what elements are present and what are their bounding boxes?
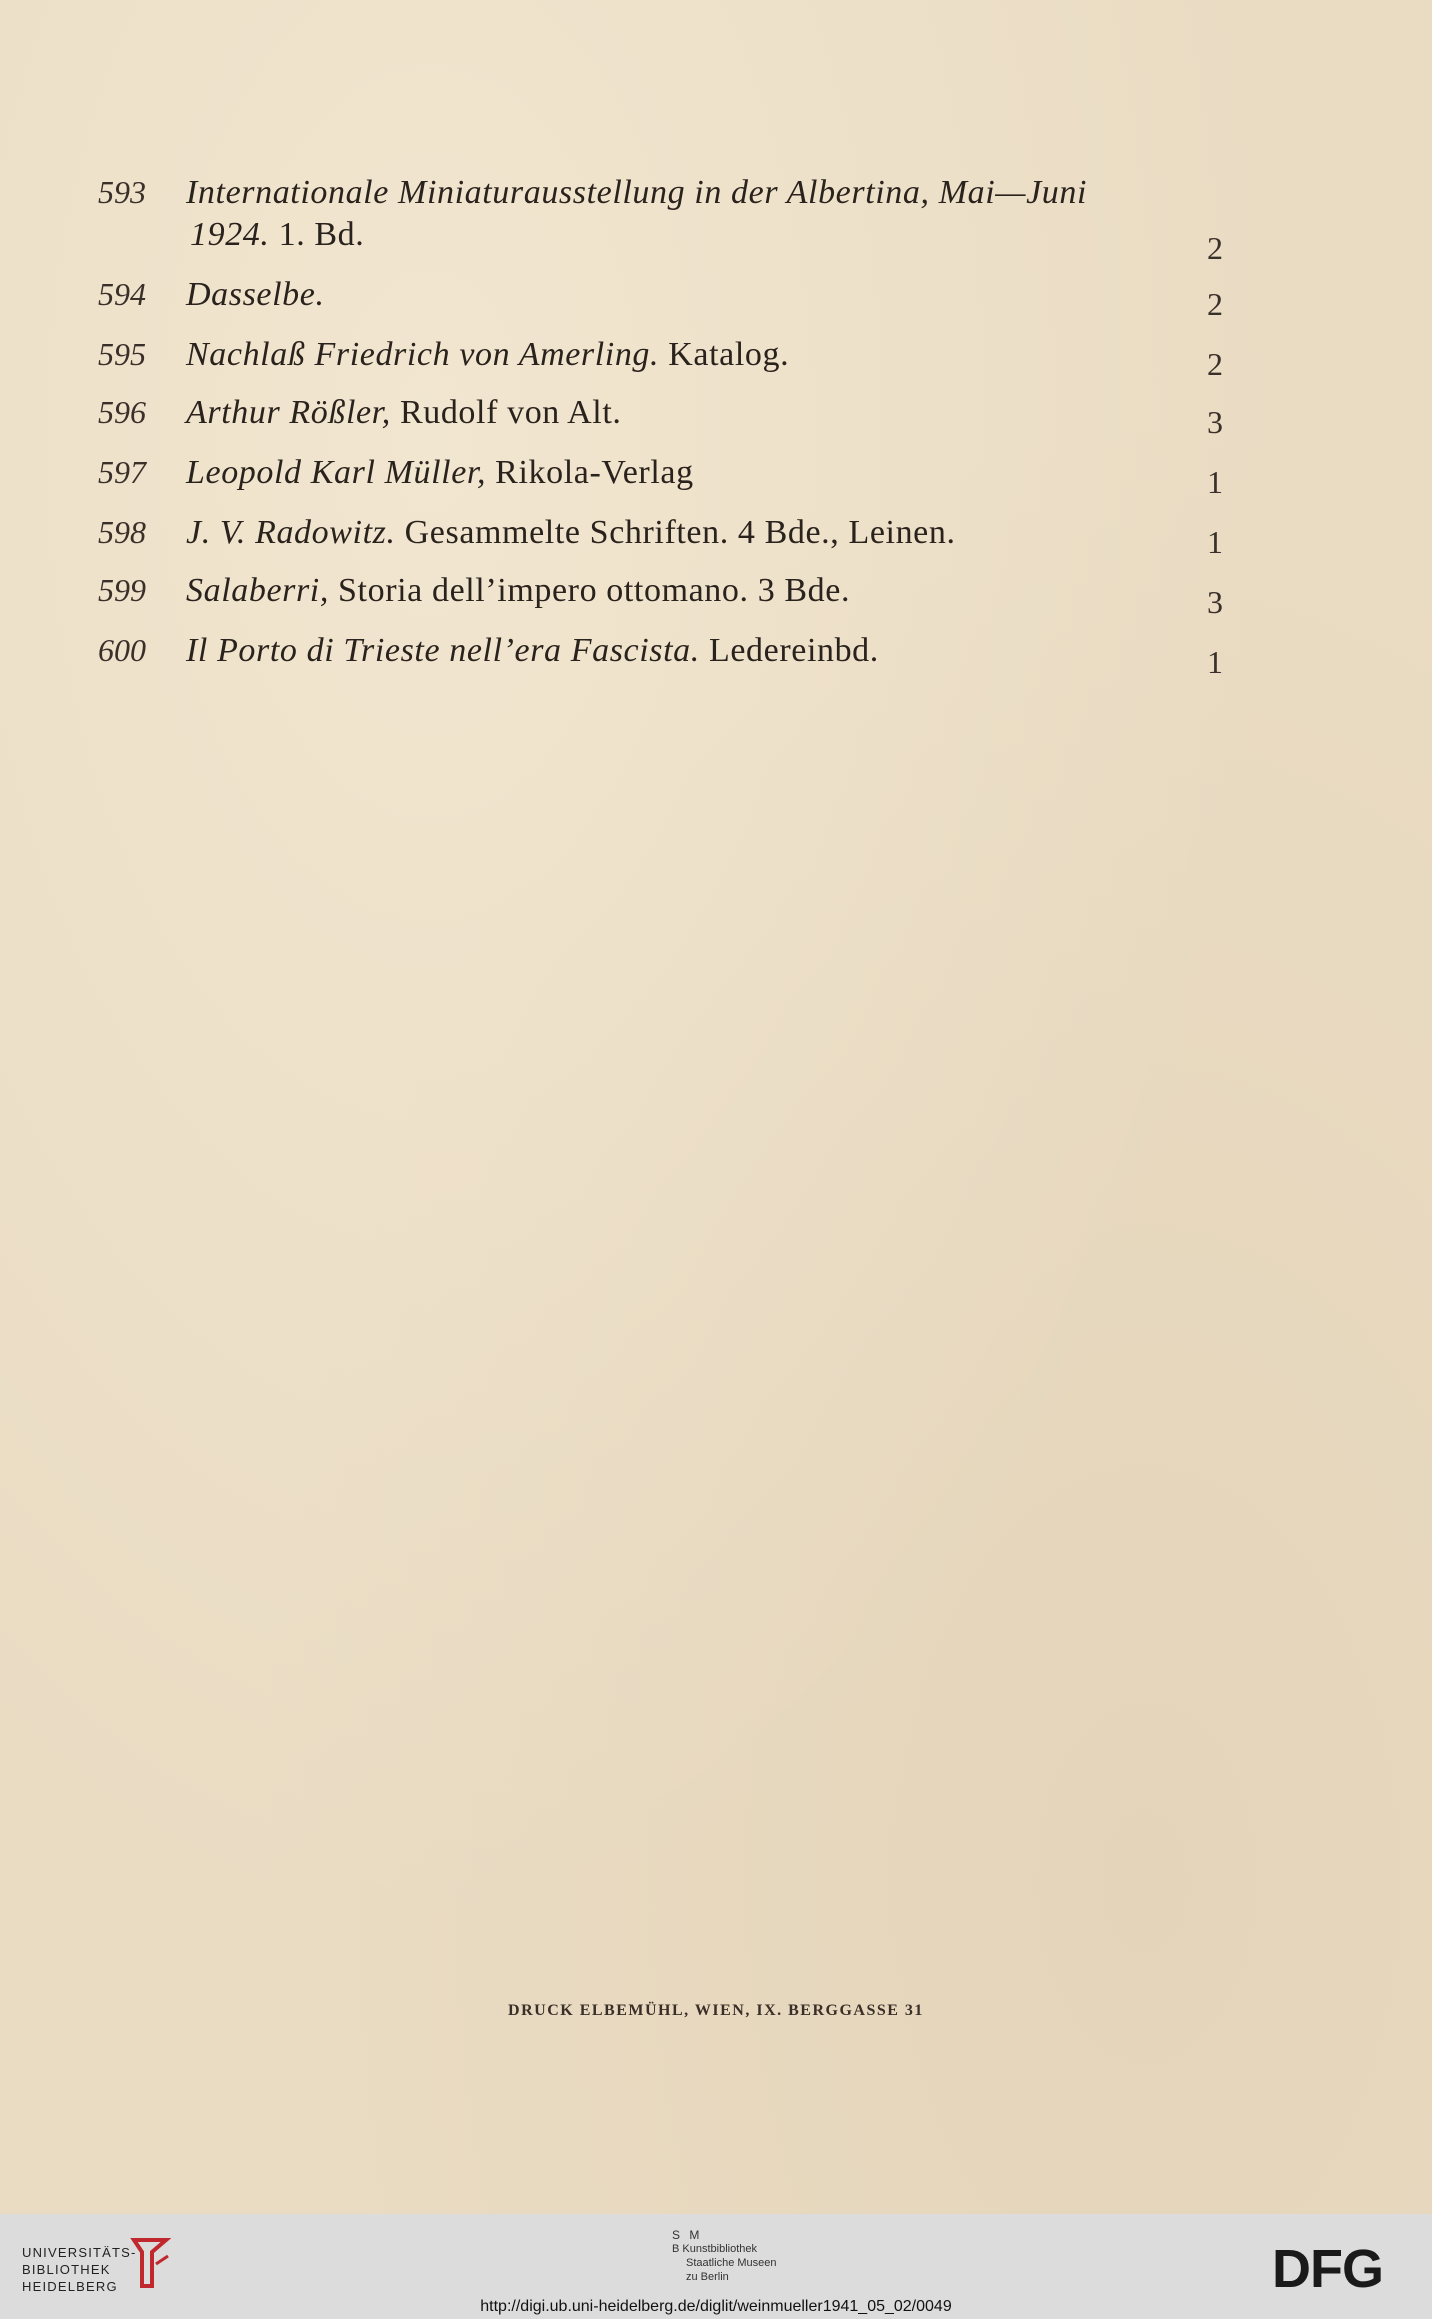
entry-title-roman: Ledereinbd. (699, 632, 879, 669)
entry-title (186, 332, 1236, 378)
smb-kunstbibliothek-logo[interactable] (672, 2228, 777, 2284)
entry-number: 599 (98, 572, 146, 608)
entry-title-italic: Internationale Miniaturausstellung in der Albertina, Mai—Juni (186, 174, 1088, 211)
entry-quantity: 1 (1207, 464, 1223, 500)
entry-quantity: 1 (1207, 644, 1223, 680)
entry-title-roman: Gesammelte Schriften. 4 Bde., Leinen. (395, 514, 956, 551)
entry-number: 594 (98, 276, 146, 312)
entry-number: 600 (98, 632, 146, 668)
entry-title (186, 272, 1236, 318)
entry-title (186, 628, 1236, 674)
entry-title-italic: Salaberri, (186, 572, 329, 609)
entry-title-italic: Il Porto di Trieste nell’era Fascista. (186, 632, 700, 669)
logo-line: Staatliche Museen (686, 2257, 777, 2269)
logo-line: BIBLIOTHEK (22, 2262, 111, 2277)
entry-title-italic: Leopold Karl Müller, (186, 454, 487, 491)
entry-number: 598 (98, 514, 146, 550)
logo-line: UNIVERSITÄTS- (22, 2245, 137, 2260)
logo-line: HEIDELBERG (22, 2279, 118, 2294)
entry-title (186, 390, 1236, 436)
entry-title (186, 510, 1236, 556)
entry-quantity: 3 (1207, 404, 1223, 440)
entry-number: 593 (98, 174, 146, 210)
entry-number: 597 (98, 454, 146, 490)
logo-line: zu Berlin (686, 2271, 729, 2283)
dfg-logo[interactable]: DFG (1272, 2239, 1383, 2299)
entry-quantity: 1 (1207, 524, 1223, 560)
entry-year: 1924. (190, 216, 270, 253)
entry-title-italic: J. V. Radowitz. (186, 514, 396, 551)
entry-title-roman: Katalog. (659, 336, 790, 373)
entry-number: 596 (98, 394, 146, 430)
entry-title-roman: Rudolf von Alt. (390, 394, 622, 431)
entry-quantity: 3 (1207, 584, 1223, 620)
entry-volume: 1. Bd. (269, 216, 365, 253)
permalink-url[interactable]: http://digi.ub.uni-heidelberg.de/diglit/weinmueller1941_05_02/0049 (480, 2298, 952, 2315)
logo-line: S M (672, 2228, 703, 2242)
entry-title-roman: Storia dell’impero ottomano. 3 Bde. (328, 572, 851, 609)
library-emblem-icon (128, 2234, 172, 2292)
entry-title-italic: Dasselbe. (186, 276, 325, 313)
printer-imprint: DRUCK ELBEMÜHL, WIEN, IX. BERGGASSE 31 (508, 2002, 924, 2019)
digitization-footer (0, 2214, 1432, 2319)
entry-title-italic: Arthur Rößler, (186, 394, 391, 431)
heidelberg-library-logo[interactable] (22, 2244, 137, 2295)
entry-title-roman: Rikola-Verlag (486, 454, 694, 491)
entry-quantity: 2 (1207, 346, 1223, 382)
entry-title-line2 (190, 216, 364, 254)
entry-title (186, 450, 1236, 496)
entry-quantity: 2 (1207, 286, 1223, 322)
logo-line: B Kunstbibliothek (672, 2243, 757, 2255)
entry-quantity: 2 (1207, 230, 1223, 266)
entry-number: 595 (98, 336, 146, 372)
entry-title (186, 568, 1236, 614)
entry-title (186, 170, 1236, 216)
entry-title-italic: Nachlaß Friedrich von Amerling. (186, 336, 660, 373)
